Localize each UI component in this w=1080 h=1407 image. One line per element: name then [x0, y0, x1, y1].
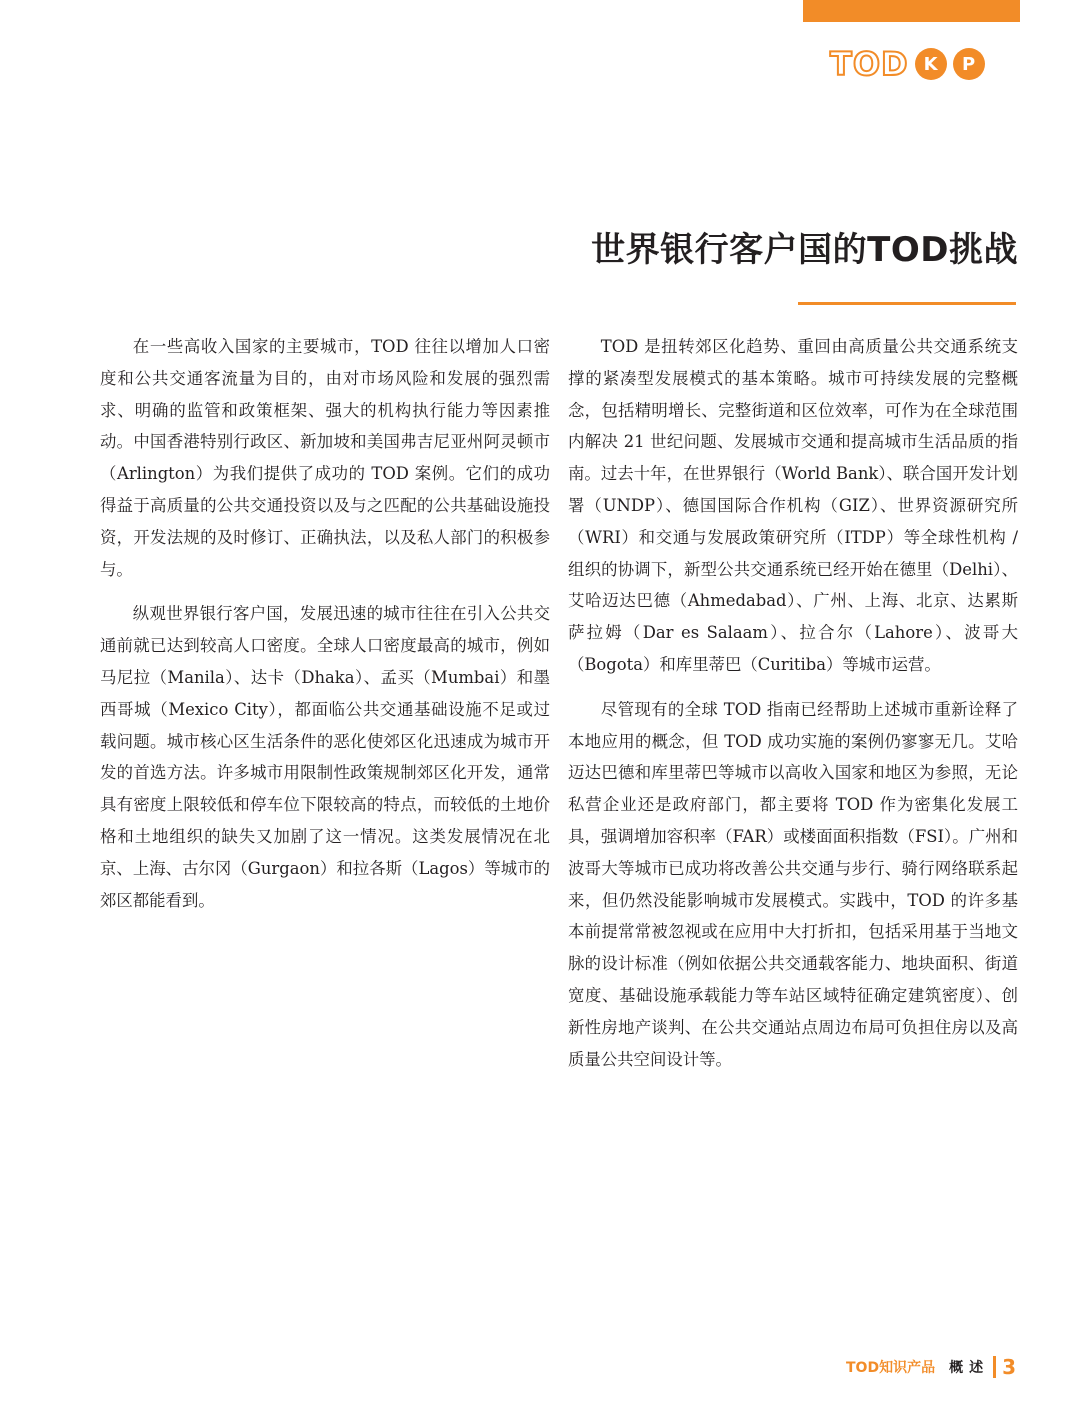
right-paragraph-2: 尽管现有的全球 TOD 指南已经帮助上述城市重新诠释了本地应用的概念，但 TOD 成功实施的案例仍寥寥无几。艾哈迈达巴德和库里蒂巴等城市以高收入国家和地区为参照，无论私营企业还是政府部门，都主要将 TOD 作为密集化发展工具，强调增加容积率（FAR）或楼面面积指数（FSI）。广州和波哥大等城市已成功将改善公共交通与步行、骑行网络联系起来，但仍然没能影响城市发展模式。实践中，TOD 的许多基本前提常常被忽视或在应用中大打折扣，包括采用基于当地文脉的设计标准（例如依据公共交通载客能力、地块面积、街道宽度、基础设施承载能力等车站区域特征确定建筑密度）、创新性房地产谈判、在公共交通站点周边布局可负担住房以及高质量公共空间设计等。 — [568, 699, 1018, 1069]
left-paragraph-2: 纵观世界银行客户国，发展迅速的城市往往在引入公共交通前就已达到较高人口密度。全球人口密度最高的城市，例如马尼拉（Manila）、达卡（Dhaka）、孟买（Mumbai）和墨西哥城（Mexico City），都面临公共交通基础设施不足或过载问题。城市核心区生活条件的恶化使郊区化迅速成为城市开发的首选方法。许多城市用限制性政策规制郊区化开发，通常具有密度上限较低和停车位下限较高的特点，而较低的土地价格和土地组织的缺失又加剧了这一情况。这类发展情况在北京、上海、古尔冈（Gurgaon）和拉各斯（Lagos）等城市的郊区都能看到。 — [100, 604, 550, 910]
left-column — [100, 331, 550, 929]
tod-kp-logo — [830, 44, 985, 84]
page-footer — [846, 1352, 1016, 1382]
footer-section: 概述 — [949, 1360, 990, 1376]
page-title: 世界银行客户国的TOD挑战 — [591, 230, 1018, 270]
logo-circle-k: K — [915, 48, 947, 80]
right-column — [568, 331, 1018, 1088]
footer-divider — [993, 1356, 996, 1378]
left-paragraph-1: 在一些高收入国家的主要城市，TOD 往往以增加人口密度和公共交通客流量为目的，由对市场风险和发展的强烈需求、明确的监管和政策框架、强大的机构执行能力等因素推动。中国香港特别行政区、新加坡和美国弗吉尼亚州阿灵顿市（Arlington）为我们提供了成功的 TOD 案例。它们的成功得益于高质量的公共交通投资以及与之匹配的公共基础设施投资，开发法规的及时修订、正确执法，以及私人部门的积极参与。 — [100, 337, 550, 579]
top-accent-bar — [803, 0, 1020, 22]
footer-brand: TOD知识产品 — [846, 1360, 936, 1376]
page-number: 3 — [1002, 1355, 1016, 1379]
logo-circle-p: P — [953, 48, 985, 80]
right-paragraph-1: TOD 是扭转郊区化趋势、重回由高质量公共交通系统支撑的紧凑型发展模式的基本策略。城市可持续发展的完整概念，包括精明增长、完整街道和区位效率，可作为在全球范围内解决 21 世纪问题、发展城市交通和提高城市生活品质的指南。过去十年，在世界银行（World Bank）、联合国开发计划署（UNDP）、德国国际合作机构（GIZ）、世界资源研究所（WRI）和交通与发展政策研究所（ITDP）等全球性机构 / 组织的协调下，新型公共交通系统已经开始在德里（Delhi）、艾哈迈达巴德（Ahmedabad）、广州、上海、北京、达累斯萨拉姆（Dar es Salaam）、拉合尔（Lahore）、波哥大（Bogota）和库里蒂巴（Curitiba）等城市运营。 — [568, 337, 1018, 674]
title-underline — [798, 302, 1016, 305]
logo-text: TOD — [830, 45, 909, 83]
